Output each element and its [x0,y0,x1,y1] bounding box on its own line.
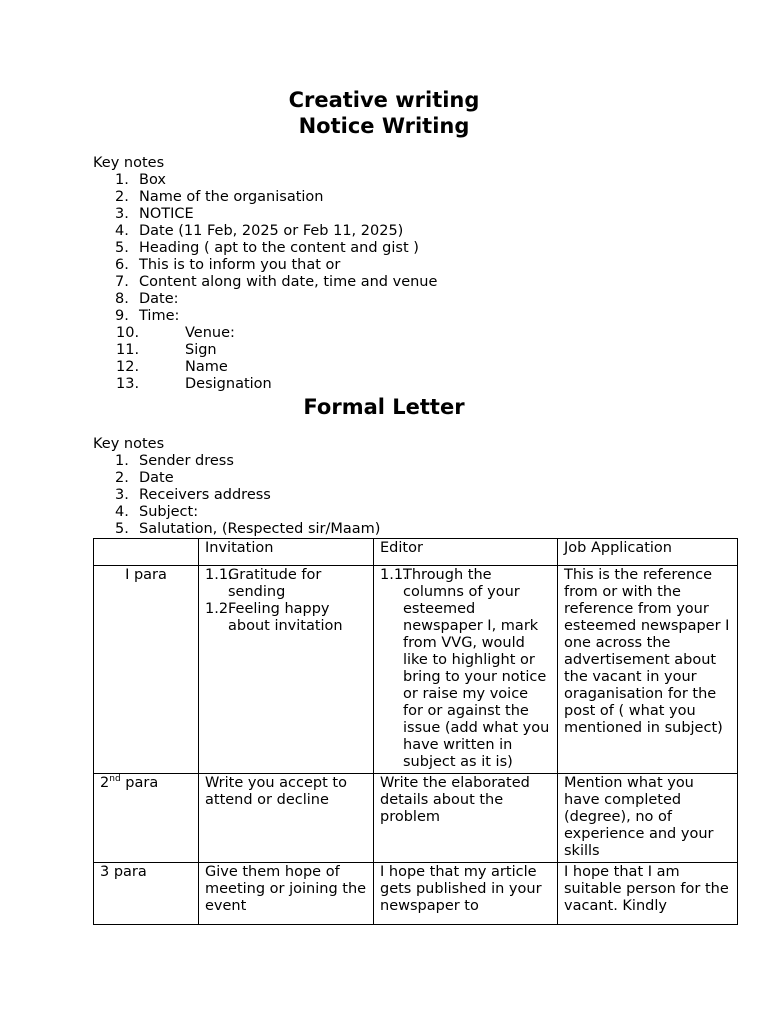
list-item-number: 12. [116,359,140,375]
list-item-text: Heading ( apt to the content and gist ) [139,240,419,256]
list-item [93,521,381,538]
list-item [93,325,235,342]
list-item [93,172,164,189]
list-item [93,470,174,487]
list-item-text: Designation [185,376,272,392]
list-item-number: 6. [115,257,129,273]
key-notes-label: Key notes [93,436,165,452]
key-notes-label: Key notes [93,155,165,171]
list-item-text: Sender dress [139,453,234,469]
list-item-text: Venue: [185,325,235,341]
list-item [93,240,419,257]
list-item-number: 2. [115,470,129,486]
list-item-number: 1. [115,453,129,469]
formal-letter-table [93,538,738,925]
table-cell: I hope that my article gets published in your newspaper to [374,863,558,925]
list-item-number: 8. [115,291,129,307]
row-label: I para [94,566,199,774]
table-cell: Write you accept to attend or decline [199,774,374,863]
sub-item: 1.1.Through the columns of your esteemed newspaper I, mark from VVG, would like to highlight or bring to your notice or raise my voice for or against the issue (add what you have written in subject as it is) [380,567,550,770]
table-cell [199,566,374,774]
table-cell: Give them hope of meeting or joining the event [199,863,374,925]
list-item-text: Subject: [139,504,199,520]
list-item [93,487,271,504]
formal-letter-heading: Formal Letter [303,395,465,419]
list-item-text: Date: [139,291,179,307]
table-row [94,863,738,925]
table-cell [374,566,558,774]
list-item [93,189,324,206]
notice-writing-heading: Notice Writing [298,114,470,138]
letter-key-notes [93,436,381,538]
table-cell: Write the elaborated details about the problem [374,774,558,863]
table-cell: This is the reference from or with the reference from your esteemed newspaper I one across the advertisement about the vacant in your oraganisation for the post of ( what you mentioned in subject) [558,566,738,774]
list-item-number: 11. [116,342,140,358]
sub-item: 1.2.Feeling happy about invitation [205,601,343,634]
row-label: 3 para [94,863,199,925]
list-item [93,453,234,470]
list-item-number: 4. [115,223,129,239]
list-item-text: NOTICE [139,206,194,222]
list-item-text: Date [139,470,174,486]
letter-key-notes-list [93,453,381,538]
list-item [93,504,199,521]
list-item-text: Receivers address [139,487,271,503]
notice-key-notes-list [93,172,438,393]
table-header-cell: Editor [374,539,558,566]
list-item-number: 3. [115,487,129,503]
list-item-text: This is to inform you that or [139,257,341,273]
table-header-cell: Job Application [558,539,738,566]
list-item-number: 1. [115,172,129,188]
list-item [93,257,341,274]
sub-item: 1.1.Gratitude for sending [205,567,322,600]
list-item-text: Name of the organisation [139,189,324,205]
list-item-text: Salutation, (Respected sir/Maam) [139,521,381,537]
list-item [93,376,272,393]
list-item-number: 7. [115,274,129,290]
list-item [93,342,217,359]
table-row [94,774,738,863]
list-item [93,308,180,325]
list-item-number: 9. [115,308,129,324]
list-item-number: 5. [115,521,129,537]
list-item-text: Sign [185,342,217,358]
table-header-cell: Invitation [199,539,374,566]
table-cell: Mention what you have completed (degree), no of experience and your skills [558,774,738,863]
list-item-number: 10. [116,325,140,341]
list-item [93,291,179,308]
list-item [93,206,194,223]
list-item-number: 4. [115,504,129,520]
list-item [93,274,438,291]
table-header-row [94,539,738,566]
list-item-number: 13. [116,376,140,392]
list-item [93,359,228,376]
notice-key-notes [93,155,438,393]
list-item-number: 3. [115,206,129,222]
list-item [93,223,404,240]
page-title: Creative writing [288,88,480,112]
list-item-number: 5. [115,240,129,256]
list-item-number: 2. [115,189,129,205]
row-label: 2nd para [94,774,199,863]
table-row [94,566,738,774]
list-item-text: Content along with date, time and venue [139,274,438,290]
list-item-text: Box [139,172,166,188]
list-item-text: Name [185,359,228,375]
table-header-cell [94,539,199,566]
list-item-text: Date (11 Feb, 2025 or Feb 11, 2025) [139,223,404,239]
list-item-text: Time: [139,308,180,324]
table-cell: I hope that I am suitable person for the vacant. Kindly [558,863,738,925]
